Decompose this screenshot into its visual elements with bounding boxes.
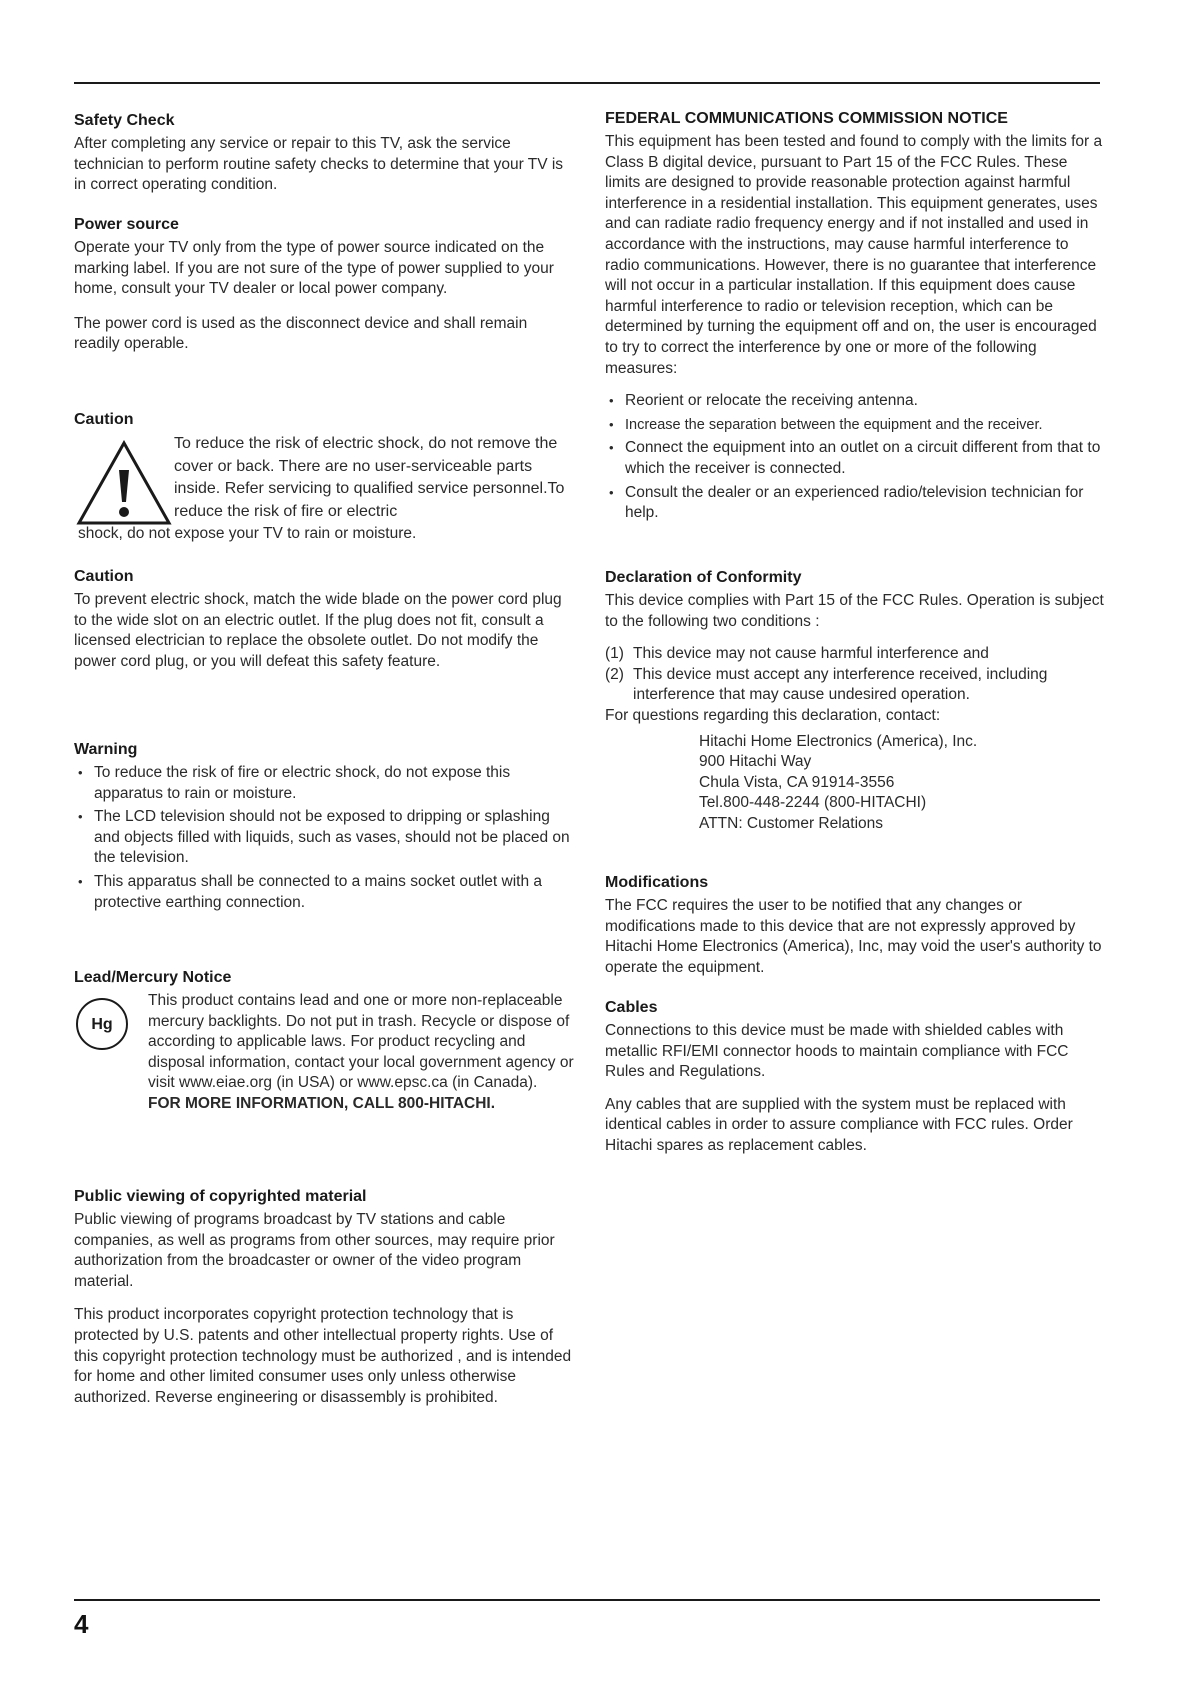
copyright-protection-text: This product incorporates copyright protection technology that is protected by U.S. patents and other intellectual property rights. Use of this copyright protection technology must be authorized , and is intended for home and other limited consumer uses only unless otherwise authorized. Reverse engineering or disassembly is prohibited. (74, 1306, 572, 1406)
declaration-section (605, 568, 1105, 835)
condition-item: (1) This device may not cause harmful interference and (605, 645, 989, 663)
power-source-heading: Power source (74, 216, 179, 233)
condition-item: (2) This device must accept any interference received, including interference that may cause undesired operation. (605, 665, 1048, 704)
fcc-measure-item: • Reorient or relocate the receiving antenna. (605, 391, 1105, 412)
page-number: 4 (74, 1609, 89, 1639)
power-source-section (74, 215, 574, 355)
contact-line: For questions regarding this declaration, contact: (605, 706, 941, 724)
caution-1-text: To reduce the risk of electric shock, do not remove the cover or back. There are no user-serviceable parts inside. Refer servicing to qualified service personnel.To reduce the risk of fire or electric (174, 435, 565, 520)
mercury-hg-icon (74, 996, 130, 1052)
declaration-heading: Declaration of Conformity (605, 569, 802, 586)
caution-shock-section (74, 410, 574, 545)
caution-1-text-continued: shock, do not expose your TV to rain or moisture. (78, 525, 417, 542)
address-line: Hitachi Home Electronics (America), Inc. (699, 732, 978, 750)
fcc-text: This equipment has been tested and found to comply with the limits for a Class B digital device, pursuant to Part 15 of the FCC Rules. These limits are designed to provide reasonable protection against harmful interference in a residential installation. This equipment generates, uses and can radiate radio frequency energy and if not installed and used in accordance with the instructions, may cause harmful interference to radio communications. However, there is no guarantee that interference will not occur in a particular installation. If this equipment does cause harmful interference to radio or television reception, which can be determined by turning the equipment off and on, the user is encouraged to try to correct the interference by one or more of the following measures: (605, 133, 1103, 377)
bottom-rule (74, 1599, 1100, 1601)
address-line: 900 Hitachi Way (699, 753, 812, 771)
fcc-measure-item: • Increase the separation between the equipment and the receiver. (605, 415, 1105, 436)
fcc-notice-section (605, 109, 1105, 527)
power-cord-text: The power cord is used as the disconnect device and shall remain readily operable. (74, 314, 528, 353)
address-line: ATTN: Customer Relations (699, 814, 884, 832)
warning-section (74, 740, 574, 916)
copyright-heading: Public viewing of copyrighted material (74, 1188, 367, 1205)
cables-text: Connections to this device must be made with shielded cables with metallic RFI/EMI connector hoods to maintain compliance with FCC Rules and Regulations. (605, 1022, 1069, 1081)
copyright-section (74, 1187, 574, 1408)
warning-item: • This apparatus shall be connected to a mains socket outlet with a protective earthing connection. (74, 872, 574, 913)
address-line: Chula Vista, CA 91914-3556 (699, 773, 895, 791)
declaration-text: This device complies with Part 15 of the FCC Rules. Operation is subject to the following two conditions : (605, 592, 1104, 630)
lead-mercury-text: This product contains lead and one or more non-replaceable mercury backlights. Do not put in trash. Recycle or dispose of according to applicable laws. For product recycling and disposal information, contact your local government agency or visit www.eiae.org (in USA) or www.epsc.ca (in Canada). (148, 992, 574, 1092)
safety-check-heading: Safety Check (74, 112, 175, 129)
warning-triangle-icon (76, 440, 172, 526)
warning-item: • The LCD television should not be exposed to dripping or splashing and objects filled with liquids, such as vases, should not be placed on the television. (74, 807, 574, 869)
modifications-text: The FCC requires the user to be notified that any changes or modifications made to this device that are not expressly approved by Hitachi Home Electronics (America), Inc, may void the user's authority to operate the equipment. (605, 897, 1102, 976)
lead-mercury-heading: Lead/Mercury Notice (74, 969, 232, 986)
cables-heading: Cables (605, 999, 658, 1016)
power-source-text: Operate your TV only from the type of power source indicated on the marking label. If you are not sure of the type of power supplied to your home, consult your TV dealer or local power company. (74, 239, 554, 298)
contact-address (605, 732, 1105, 835)
cables-section (605, 998, 1105, 1157)
fcc-measure-item: • Consult the dealer or an experienced radio/television technician for help. (605, 483, 1105, 524)
copyright-text: Public viewing of programs broadcast by TV stations and cable companies, as well as programs from other sources, may require prior authorization from the broadcaster or owner of the video program material. (74, 1211, 555, 1290)
top-rule (74, 82, 1100, 84)
modifications-section (605, 873, 1105, 978)
fcc-heading: FEDERAL COMMUNICATIONS COMMISSION NOTICE (605, 110, 1008, 127)
address-line: Tel.800-448-2244 (800-HITACHI) (699, 794, 927, 812)
cables-replacement-text: Any cables that are supplied with the system must be replaced with identical cables in order to assure compliance with FCC rules. Order Hitachi spares as replacement cables. (605, 1095, 1073, 1154)
caution-plug-section (74, 567, 574, 672)
caution-2-text: To prevent electric shock, match the wide blade on the power cord plug to the wide slot on an electric outlet. If the plug does not fit, consult a licensed electrician to replace the obsolete outlet. Do not modify the power cord plug, or you will defeat this safety feature. (74, 591, 562, 670)
fcc-measure-item: • Connect the equipment into an outlet on a circuit different from that to which the receiver is connected. (605, 438, 1105, 479)
modifications-heading: Modifications (605, 874, 709, 891)
caution-heading-2: Caution (74, 568, 134, 585)
svg-text:Hg: Hg (91, 1016, 113, 1033)
lead-mercury-section (74, 968, 574, 1115)
caution-heading-1: Caution (74, 411, 134, 428)
fcc-measures-list (605, 391, 1105, 524)
warning-heading: Warning (74, 741, 138, 758)
conditions-list (605, 644, 1105, 706)
lead-mercury-callout: FOR MORE INFORMATION, CALL 800-HITACHI. (148, 1094, 496, 1112)
safety-check-section (74, 111, 574, 196)
warning-list (74, 763, 574, 913)
safety-check-text: After completing any service or repair to this TV, ask the service technician to perform routine safety checks to determine that your TV is in correct operating condition. (74, 135, 564, 194)
warning-item: • To reduce the risk of fire or electric shock, do not expose this apparatus to rain or moisture. (74, 763, 574, 804)
